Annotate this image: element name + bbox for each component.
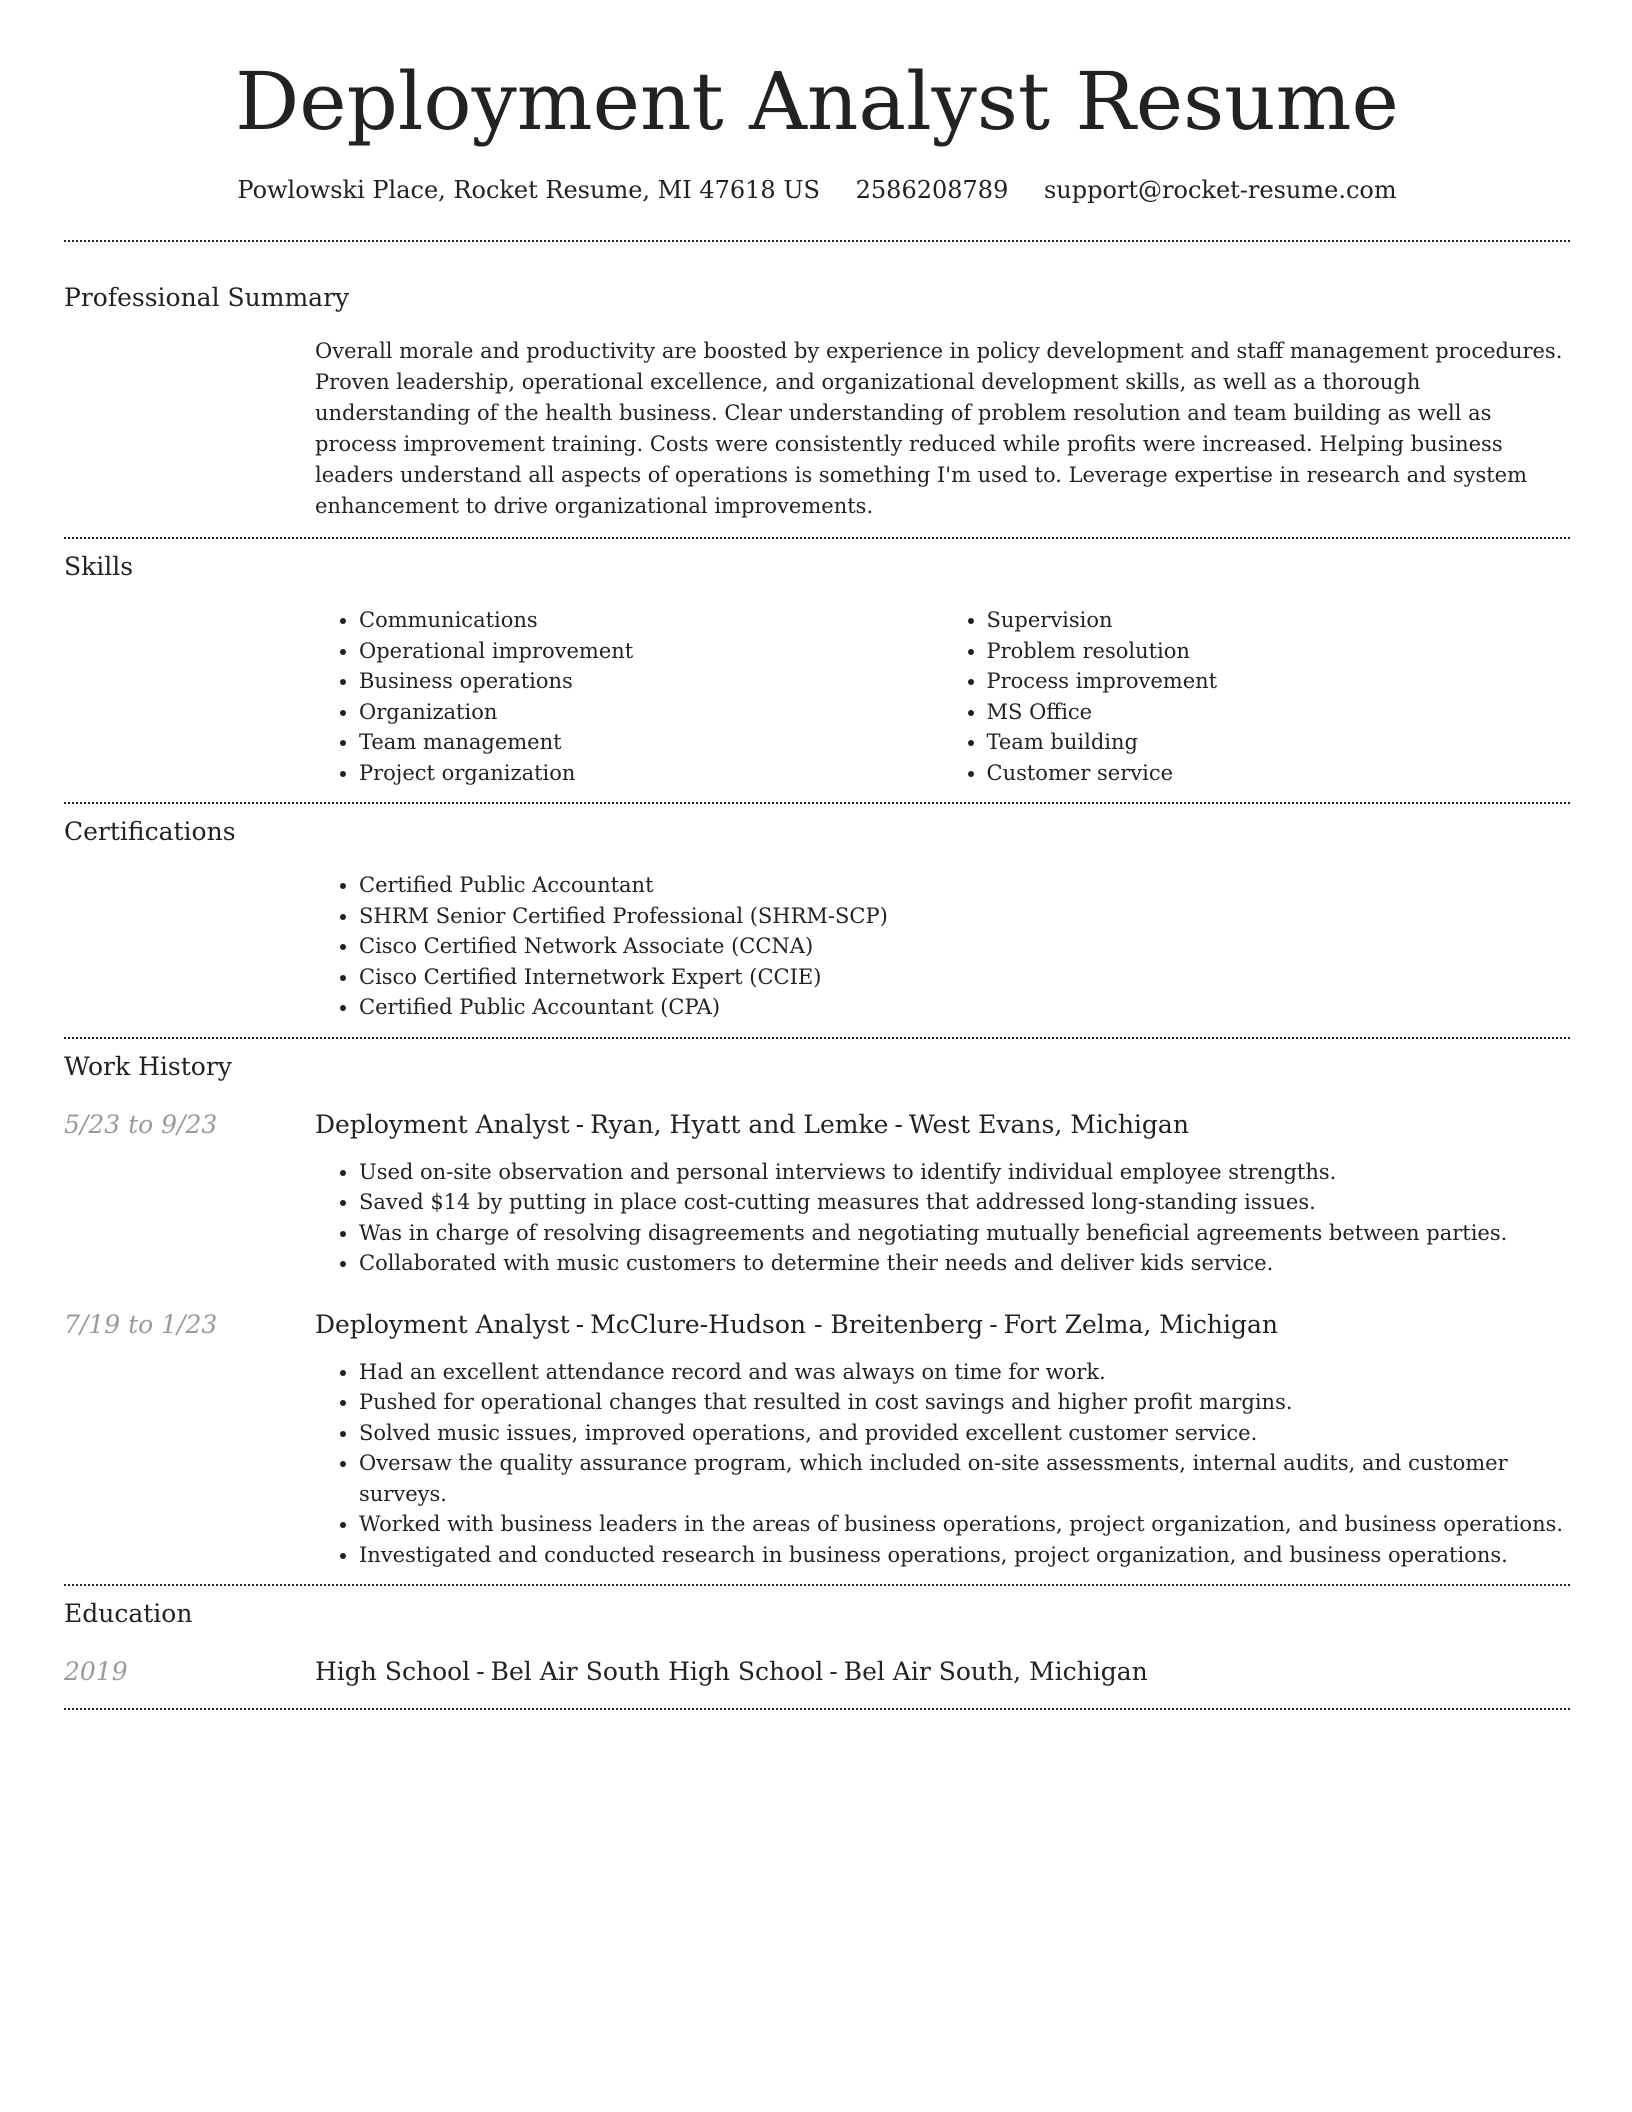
education-section [64, 1598, 1570, 1688]
job-dates: 5/23 to 9/23 [64, 1109, 218, 1139]
skill-item: • Team management [359, 727, 943, 758]
certification-item: • SHRM Senior Certified Professional (SHRM-SCP) [359, 901, 1570, 932]
section-divider [64, 1708, 1570, 1710]
job-body [315, 1309, 1570, 1571]
education-year: 2019 [64, 1657, 128, 1686]
education-degree: High School [315, 1657, 471, 1686]
section-title-education: Education [64, 1599, 193, 1628]
section-title-skills: Skills [64, 552, 134, 581]
skill-item: • Operational improvement [359, 636, 943, 667]
summary-text: Overall morale and productivity are boosted by experience in policy development and staff management procedures. Proven leadership, operational excellence, and organizational development skills, as well as a thorough understanding of the health business. Clear understanding of problem resolution and team building as well as process improvement training. Costs were consistently reduced while profits were increased. Helping business leaders understand all aspects of operations is something I'm used to. Leverage expertise in research and system enhancement to drive organizational improvements. [315, 339, 1563, 518]
summary-content [315, 336, 1570, 522]
certification-item: • Cisco Certified Network Associate (CCNA) [359, 931, 1570, 962]
job-bullet: • Oversaw the quality assurance program, which included on-site assessments, internal audits, and customer surveys. [359, 1448, 1570, 1509]
section-divider [64, 1037, 1570, 1039]
education-location: Bel Air South, Michigan [843, 1657, 1148, 1686]
job-bullet: • Had an excellent attendance record and was always on time for work. [359, 1357, 1570, 1388]
skill-item: • Process improvement [987, 666, 1571, 697]
job-bullet: • Was in charge of resolving disagreements and negotiating mutually beneficial agreements between parties. [359, 1218, 1570, 1249]
section-divider [64, 240, 1570, 242]
skill-item: • Communications [359, 605, 943, 636]
job-bullet: • Pushed for operational changes that resulted in cost savings and higher profit margins. [359, 1387, 1570, 1418]
job-entry [64, 1109, 1570, 1279]
section-divider [64, 537, 1570, 539]
job-location: West Evans, Michigan [908, 1109, 1189, 1139]
job-location: Fort Zelma, Michigan [1003, 1309, 1278, 1339]
job-role: Deployment Analyst [315, 1109, 570, 1139]
contact-line [64, 174, 1570, 206]
skill-item: • Problem resolution [987, 636, 1571, 667]
job-role: Deployment Analyst [315, 1309, 570, 1339]
job-title-line: Deployment Analyst - McClure-Hudson - Breitenberg - Fort Zelma, Michigan [315, 1309, 1278, 1339]
skill-item: • Business operations [359, 666, 943, 697]
skill-item: • Organization [359, 697, 943, 728]
job-bullet: • Collaborated with music customers to determine their needs and deliver kids service. [359, 1248, 1570, 1279]
certification-item: • Cisco Certified Internetwork Expert (CCIE) [359, 962, 1570, 993]
job-bullet: • Solved music issues, improved operations, and provided excellent customer service. [359, 1418, 1570, 1449]
job-bullets [315, 1157, 1570, 1279]
skill-item: • Team building [987, 727, 1571, 758]
resume-title: Deployment Analyst Resume [235, 55, 1399, 148]
skill-item: • Customer service [987, 758, 1571, 789]
job-title-line: Deployment Analyst - Ryan, Hyatt and Lemke - West Evans, Michigan [315, 1109, 1189, 1139]
section-title-work-history: Work History [64, 1051, 232, 1081]
job-bullet: • Saved $14 by putting in place cost-cutting measures that addressed long-standing issues. [359, 1187, 1570, 1218]
work-history-section [64, 1051, 1570, 1571]
education-entry [64, 1656, 1570, 1688]
job-company: Ryan, Hyatt and Lemke [590, 1109, 889, 1139]
skills-list-left [315, 605, 943, 788]
skills-content [315, 605, 1570, 788]
job-bullets [315, 1357, 1570, 1571]
job-body [315, 1109, 1570, 1279]
education-body [315, 1656, 1570, 1688]
contact-address: Powlowski Place, Rocket Resume, MI 47618 US [237, 176, 820, 204]
section-divider [64, 1584, 1570, 1586]
skills-section [64, 551, 1570, 788]
education-school: Bel Air South High School [490, 1657, 824, 1686]
resume-page [64, 0, 1570, 1710]
education-title-line: High School - Bel Air South High School - Bel Air South, Michigan [315, 1657, 1148, 1686]
section-title-certifications: Certifications [64, 817, 236, 846]
job-bullet: • Worked with business leaders in the areas of business operations, project organization, and business operations. [359, 1509, 1570, 1540]
skills-list-right [943, 605, 1571, 788]
job-entry [64, 1309, 1570, 1571]
job-company: McClure-Hudson - Breitenberg [590, 1309, 984, 1339]
skills-grid [315, 605, 1570, 788]
contact-email: support@rocket-resume.com [1043, 176, 1397, 204]
contact-phone: 2586208789 [855, 176, 1009, 204]
skill-item: • MS Office [987, 697, 1571, 728]
job-bullet: • Used on-site observation and personal interviews to identify individual employee strengths. [359, 1157, 1570, 1188]
skill-item: • Project organization [359, 758, 943, 789]
certifications-content [315, 870, 1570, 1023]
section-divider [64, 802, 1570, 804]
skill-item: • Supervision [987, 605, 1571, 636]
section-title-summary: Professional Summary [64, 283, 350, 312]
professional-summary-section [64, 282, 1570, 522]
job-dates: 7/19 to 1/23 [64, 1309, 218, 1339]
job-bullet: • Investigated and conducted research in business operations, project organization, and business operations. [359, 1540, 1570, 1571]
certifications-section [64, 816, 1570, 1023]
certifications-list [315, 870, 1570, 1023]
certification-item: • Certified Public Accountant [359, 870, 1570, 901]
certification-item: • Certified Public Accountant (CPA) [359, 992, 1570, 1023]
